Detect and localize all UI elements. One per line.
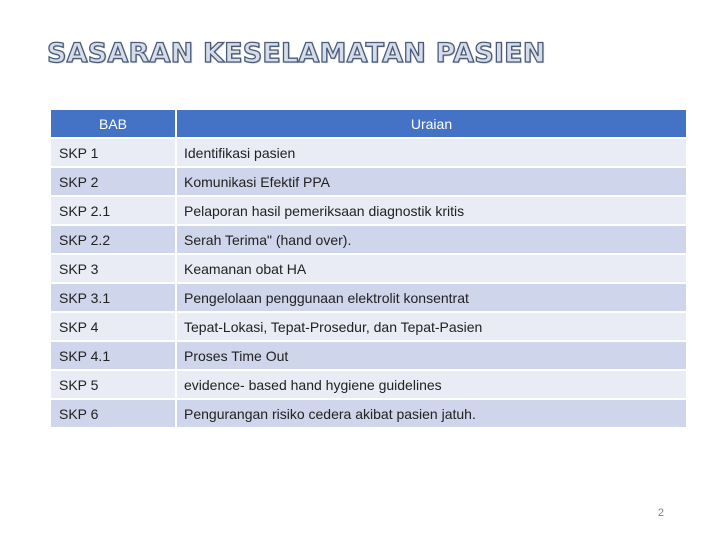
- table-row: [51, 342, 686, 371]
- table-row: [51, 284, 686, 313]
- cell-uraian: Komunikasi Efektif PPA: [177, 168, 686, 197]
- cell-uraian: Pengurangan risiko cedera akibat pasien jatuh.: [177, 400, 686, 429]
- cell-uraian: Proses Time Out: [177, 342, 686, 371]
- cell-uraian: Serah Terima" (hand over).: [177, 226, 686, 255]
- slide-title: SASARAN KESELAMATAN PASIEN: [47, 38, 546, 69]
- page-number: 2: [657, 507, 664, 519]
- cell-bab: SKP 4: [51, 313, 177, 342]
- table-row: [51, 371, 686, 400]
- table-row: [51, 255, 686, 284]
- cell-uraian: Tepat-Lokasi, Tepat-Prosedur, dan Tepat-Pasien: [177, 313, 686, 342]
- skp-table: [51, 110, 686, 429]
- table-row: [51, 168, 686, 197]
- cell-bab: SKP 1: [51, 139, 177, 168]
- cell-uraian: Pelaporan hasil pemeriksaan diagnostik kritis: [177, 197, 686, 226]
- cell-uraian: evidence- based hand hygiene guidelines: [177, 371, 686, 400]
- table-row: [51, 313, 686, 342]
- table-row: [51, 226, 686, 255]
- cell-bab: SKP 2: [51, 168, 177, 197]
- table-row: [51, 197, 686, 226]
- cell-bab: SKP 2.1: [51, 197, 177, 226]
- table-header-row: [51, 110, 686, 139]
- table-row: [51, 400, 686, 429]
- column-header-uraian: Uraian: [177, 110, 686, 139]
- cell-uraian: Keamanan obat HA: [177, 255, 686, 284]
- skp-table-container: [51, 110, 686, 429]
- cell-bab: SKP 4.1: [51, 342, 177, 371]
- cell-bab: SKP 2.2: [51, 226, 177, 255]
- cell-bab: SKP 5: [51, 371, 177, 400]
- cell-bab: SKP 3.1: [51, 284, 177, 313]
- cell-uraian: Identifikasi pasien: [177, 139, 686, 168]
- cell-bab: SKP 6: [51, 400, 177, 429]
- cell-bab: SKP 3: [51, 255, 177, 284]
- column-header-bab: BAB: [51, 110, 177, 139]
- table-row: [51, 139, 686, 168]
- cell-uraian: Pengelolaan penggunaan elektrolit konsentrat: [177, 284, 686, 313]
